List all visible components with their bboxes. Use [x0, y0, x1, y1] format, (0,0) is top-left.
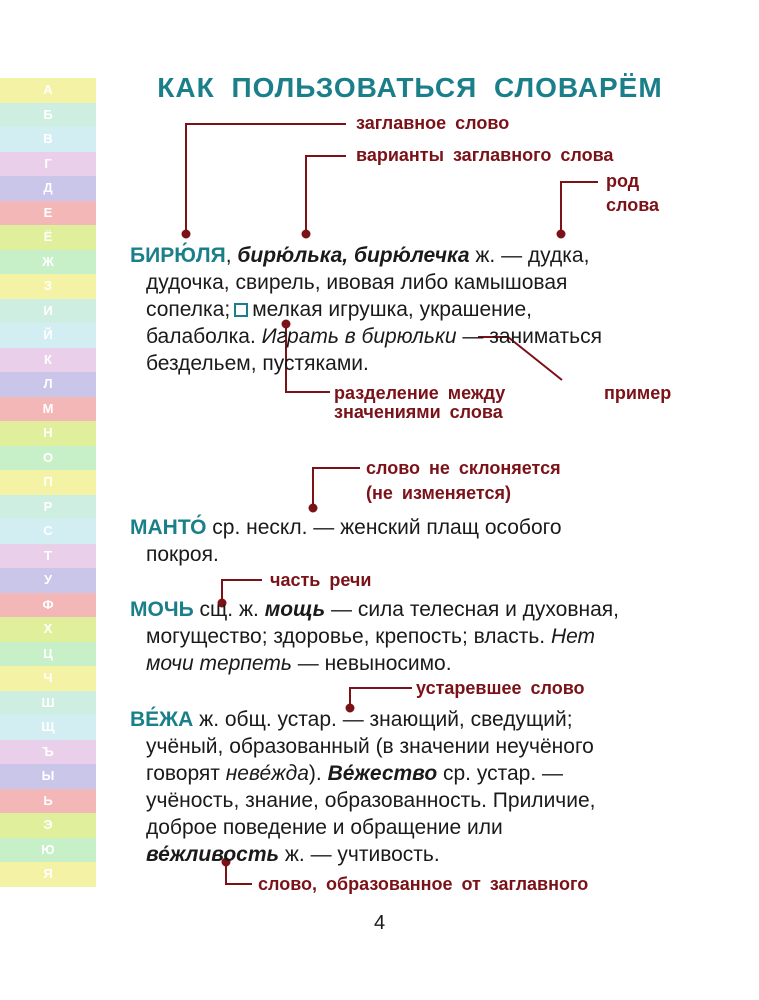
- annotation-variants: варианты заглавного слова: [356, 145, 614, 165]
- alphabet-letter: Г: [0, 152, 96, 177]
- alphabet-letter: А: [0, 78, 96, 103]
- alphabet-letter: Ж: [0, 250, 96, 275]
- derived-word: ве́жливость: [146, 843, 280, 866]
- headword: МАНТО́: [130, 516, 207, 539]
- annotation-example: пример: [604, 383, 672, 403]
- alphabet-letter: Б: [0, 103, 96, 128]
- alphabet-letter: Л: [0, 372, 96, 397]
- headword-variants: бирю́лька, бирю́лечка: [237, 244, 470, 267]
- usage-example: Играть в бирюльки: [261, 325, 457, 348]
- alphabet-letter: Ы: [0, 764, 96, 789]
- alphabet-letter: Ё: [0, 225, 96, 250]
- alphabet-letter: Ц: [0, 642, 96, 667]
- alphabet-letter: М: [0, 397, 96, 422]
- alphabet-letter: С: [0, 519, 96, 544]
- headword: ВЕ́ЖА: [130, 708, 194, 731]
- annotation-meaning-sep-1: разделение между: [334, 383, 506, 403]
- alphabet-letter: Е: [0, 201, 96, 226]
- alphabet-letter: Т: [0, 544, 96, 569]
- headword: БИРЮ́ЛЯ: [130, 244, 226, 267]
- alphabet-letter: Ф: [0, 593, 96, 618]
- alphabet-letter: О: [0, 446, 96, 471]
- alphabet-letter: П: [0, 470, 96, 495]
- alphabet-letter: Й: [0, 323, 96, 348]
- alphabet-letter: К: [0, 348, 96, 373]
- annotation-indecl-1: слово не склоняется: [366, 458, 561, 478]
- alphabet-letter: Ю: [0, 838, 96, 863]
- annotation-pos: часть речи: [270, 570, 372, 590]
- entry-birulya: БИРЮ́ЛЯ, бирю́лька, бирю́лечка ж. — дудка, дудочка, свирель, ивовая либо камышовая сопелка; мелкая игрушка, украшение, балаболка. Играть в бирюльки — заниматься бездельем, пустяками.: [130, 244, 602, 375]
- alphabet-letter: З: [0, 274, 96, 299]
- alphabet-letter: Ч: [0, 666, 96, 691]
- page-number: 4: [373, 912, 386, 934]
- annotation-meaning-sep-2: значениями слова: [334, 402, 503, 422]
- alphabet-letter: Ъ: [0, 740, 96, 765]
- annotation-gender-2: слова: [606, 195, 660, 215]
- annotation-gender-1: род: [606, 171, 640, 191]
- alphabet-letter: Э: [0, 813, 96, 838]
- alphabet-letter: Щ: [0, 715, 96, 740]
- alphabet-letter: Р: [0, 495, 96, 520]
- entry-moch: МОЧЬ сщ. ж. мощь — сила телесная и духовная, могущество; здоровье, крепость; власть. Нет мочи терпеть — невыносимо.: [130, 598, 620, 675]
- annotation-indecl-2: (не изменяется): [366, 483, 512, 503]
- entry-vezha: ВЕ́ЖА ж. общ. устар. — знающий, сведущий; учёный, образованный (в значении неучёного говорят неве́жда). Ве́жество ср. устар. — учёность, знание, образованность. Приличие, доброе поведение и обращение или ве́жливость ж. — учтивость.: [130, 708, 596, 866]
- alphabet-letter: Я: [0, 862, 96, 887]
- alphabet-letter: Н: [0, 421, 96, 446]
- alphabet-letter: Д: [0, 176, 96, 201]
- annotation-headword: заглавное слово: [356, 113, 510, 133]
- alphabet-letter: У: [0, 568, 96, 593]
- headword: МОЧЬ: [130, 598, 194, 621]
- alphabet-letter: И: [0, 299, 96, 324]
- annotation-obsolete: устаревшее слово: [416, 678, 585, 698]
- meaning-separator-icon: [234, 303, 248, 317]
- alphabet-letter: В: [0, 127, 96, 152]
- alphabet-letter: Ш: [0, 691, 96, 716]
- annotation-derived: слово, образованное от заглавного: [258, 874, 589, 894]
- page-title: КАК ПОЛЬЗОВАТЬСЯ СЛОВАРЁМ: [157, 72, 663, 103]
- entry-manto: МАНТО́ ср. нескл. — женский плащ особого покроя.: [130, 516, 562, 566]
- alphabet-letter: Х: [0, 617, 96, 642]
- alphabet-letter: Ь: [0, 789, 96, 814]
